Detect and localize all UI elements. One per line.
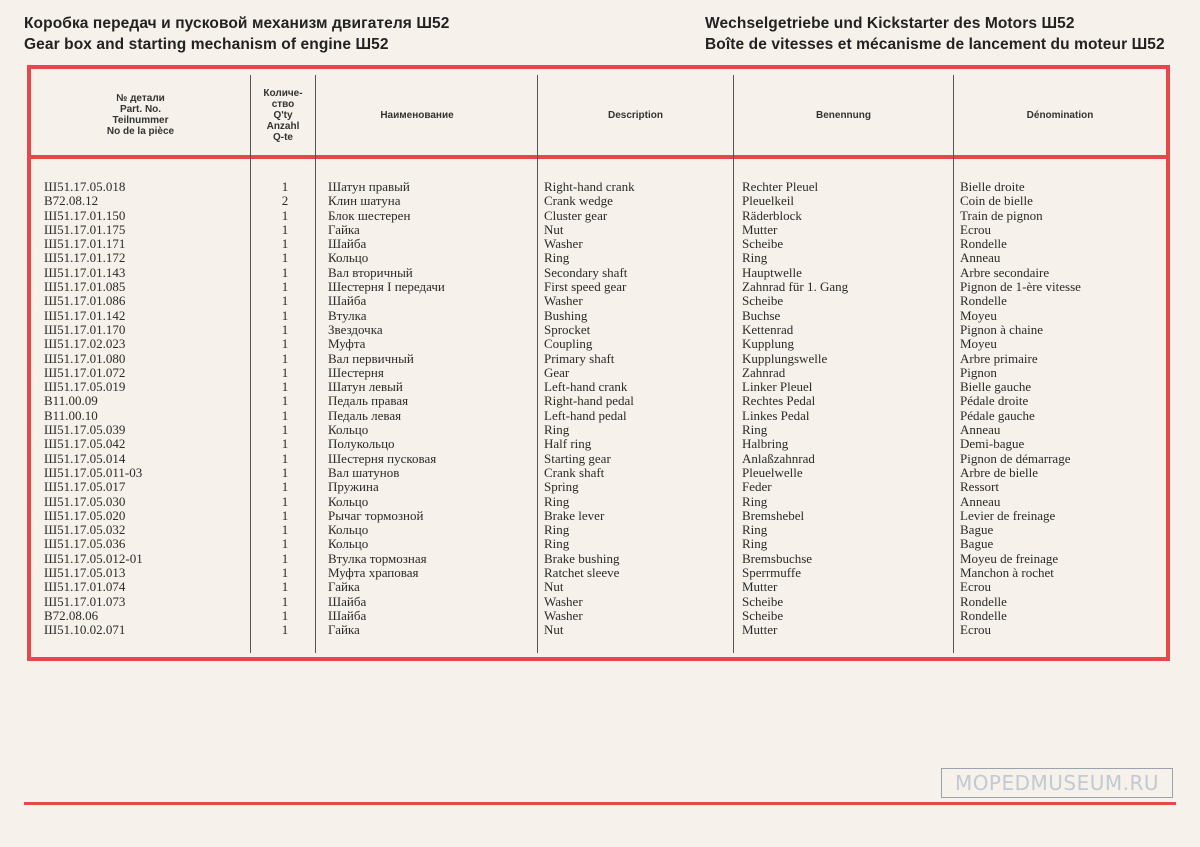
quantity: 1 bbox=[281, 379, 289, 395]
table-row bbox=[27, 423, 1170, 437]
name-ru: Кольцо bbox=[328, 493, 369, 509]
table-row bbox=[27, 580, 1170, 594]
denomination-fr: Ecrou bbox=[960, 579, 992, 595]
quantity: 1 bbox=[281, 293, 289, 309]
column-header-fr bbox=[954, 75, 1166, 155]
name-ru: Вал шатунов bbox=[328, 464, 400, 480]
quantity: 1 bbox=[281, 336, 289, 352]
description-en: Ring bbox=[544, 522, 570, 538]
part-number: Ш51.17.01.142 bbox=[44, 307, 126, 323]
quantity: 1 bbox=[281, 407, 289, 423]
benennung-de: Scheibe bbox=[742, 593, 784, 609]
header-line: № детали bbox=[116, 93, 165, 104]
name-ru: Пружина bbox=[328, 479, 379, 495]
benennung-de: Pleuelwelle bbox=[742, 464, 803, 480]
denomination-fr: Pignon à chaine bbox=[960, 321, 1044, 337]
name-ru: Вал первичный bbox=[328, 350, 414, 366]
table-row bbox=[27, 523, 1170, 537]
benennung-de: Ring bbox=[742, 536, 768, 552]
table-row bbox=[27, 323, 1170, 337]
description-en: Gear bbox=[544, 364, 570, 380]
quantity: 1 bbox=[281, 622, 289, 638]
description-en: Right-hand crank bbox=[544, 179, 635, 194]
part-number: Ш51.17.05.012-01 bbox=[44, 550, 143, 566]
part-number: Ш51.17.05.014 bbox=[44, 450, 126, 466]
description-en: Ring bbox=[544, 536, 570, 552]
description-en: Washer bbox=[544, 293, 583, 309]
column-header-qty bbox=[251, 75, 315, 155]
denomination-fr: Arbre primaire bbox=[960, 350, 1038, 366]
benennung-de: Bremsbuchse bbox=[742, 550, 813, 566]
quantity: 1 bbox=[281, 507, 289, 523]
name-ru: Вал вторичный bbox=[328, 264, 413, 280]
description-en: Washer bbox=[544, 236, 583, 252]
benennung-de: Scheibe bbox=[742, 607, 784, 623]
quantity: 1 bbox=[281, 264, 289, 280]
description-en: Bushing bbox=[544, 307, 588, 323]
name-ru: Клин шатуна bbox=[328, 193, 401, 209]
title-de: Wechselgetriebe und Kickstarter des Motors Ш52 bbox=[705, 15, 1075, 32]
table-row bbox=[27, 409, 1170, 423]
quantity: 1 bbox=[281, 221, 289, 237]
part-number: Ш51.17.05.042 bbox=[44, 436, 126, 452]
header-line: Teilnummer bbox=[112, 115, 169, 126]
benennung-de: Rechtes Pedal bbox=[742, 393, 816, 409]
name-ru: Шайба bbox=[328, 593, 367, 609]
part-number: Ш51.17.01.074 bbox=[44, 579, 126, 595]
name-ru: Шатун правый bbox=[328, 179, 410, 194]
quantity: 1 bbox=[281, 436, 289, 452]
name-ru: Педаль левая bbox=[328, 407, 402, 423]
description-en: Brake bushing bbox=[544, 550, 620, 566]
column-header-de bbox=[734, 75, 953, 155]
header-right bbox=[705, 13, 1165, 55]
table-row bbox=[27, 537, 1170, 551]
benennung-de: Scheibe bbox=[742, 236, 784, 252]
description-en: Starting gear bbox=[544, 450, 611, 466]
description-en: Ratchet sleeve bbox=[544, 565, 620, 581]
description-en: Right-hand pedal bbox=[544, 393, 634, 409]
title-ru: Коробка передач и пусковой механизм двигателя Ш52 bbox=[24, 15, 450, 32]
denomination-fr: Anneau bbox=[960, 493, 1001, 509]
name-ru: Шестерня bbox=[328, 364, 384, 380]
benennung-de: Kettenrad bbox=[742, 321, 794, 337]
name-ru: Кольцо bbox=[328, 522, 369, 538]
header-line: Anzahl bbox=[266, 120, 300, 132]
denomination-fr: Bague bbox=[960, 522, 994, 538]
quantity: 1 bbox=[281, 179, 289, 194]
header-label-ru: Наименование bbox=[380, 109, 454, 121]
name-ru: Шатун левый bbox=[328, 379, 403, 395]
table-row bbox=[27, 394, 1170, 408]
benennung-de: Linker Pleuel bbox=[742, 379, 813, 395]
benennung-de: Anlaßzahnrad bbox=[742, 450, 815, 466]
quantity: 1 bbox=[281, 279, 289, 295]
name-ru: Гайка bbox=[328, 579, 360, 595]
denomination-fr: Bielle gauche bbox=[960, 379, 1032, 395]
quantity: 1 bbox=[281, 250, 289, 266]
name-ru: Блок шестерен bbox=[328, 207, 411, 223]
denomination-fr: Coin de bielle bbox=[960, 193, 1033, 209]
part-number: В11.00.09 bbox=[44, 393, 98, 409]
table-row bbox=[27, 352, 1170, 366]
benennung-de: Pleuelkeil bbox=[742, 193, 794, 209]
quantity: 1 bbox=[281, 607, 289, 623]
benennung-de: Halbring bbox=[742, 436, 789, 452]
part-number: Ш51.17.05.013 bbox=[44, 565, 126, 581]
part-number: Ш51.17.05.017 bbox=[44, 479, 126, 495]
quantity: 1 bbox=[281, 479, 289, 495]
table-row bbox=[27, 466, 1170, 480]
header-label-de: Benennung bbox=[816, 109, 871, 121]
quantity: 1 bbox=[281, 593, 289, 609]
table-row bbox=[27, 266, 1170, 280]
header-left bbox=[24, 13, 449, 55]
benennung-de: Kupplungswelle bbox=[742, 350, 828, 366]
quantity: 1 bbox=[281, 536, 289, 552]
parts-table-body bbox=[27, 180, 1170, 638]
name-ru: Втулка bbox=[328, 307, 367, 323]
denomination-fr: Ecrou bbox=[960, 221, 992, 237]
benennung-de: Mutter bbox=[742, 622, 778, 638]
part-number: Ш51.17.01.085 bbox=[44, 279, 126, 295]
description-en: Nut bbox=[544, 622, 564, 638]
quantity: 1 bbox=[281, 236, 289, 252]
name-ru: Муфта храповая bbox=[328, 565, 419, 581]
table-row bbox=[27, 237, 1170, 251]
table-row bbox=[27, 194, 1170, 208]
name-ru: Гайка bbox=[328, 221, 360, 237]
denomination-fr: Manchon à rochet bbox=[960, 565, 1054, 581]
table-row bbox=[27, 595, 1170, 609]
part-number: В11.00.10 bbox=[44, 407, 98, 423]
denomination-fr: Moyeu bbox=[960, 307, 997, 323]
denomination-fr: Anneau bbox=[960, 422, 1001, 438]
denomination-fr: Pédale gauche bbox=[960, 407, 1035, 423]
part-number: Ш51.17.01.080 bbox=[44, 350, 126, 366]
benennung-de: Mutter bbox=[742, 579, 778, 595]
quantity: 1 bbox=[281, 321, 289, 337]
part-number: Ш51.17.05.020 bbox=[44, 507, 126, 523]
name-ru: Кольцо bbox=[328, 422, 369, 438]
part-number: Ш51.17.05.018 bbox=[44, 179, 126, 194]
description-en: Ring bbox=[544, 493, 570, 509]
description-en: Crank wedge bbox=[544, 193, 613, 209]
description-en: Sprocket bbox=[544, 321, 591, 337]
part-number: Ш51.17.01.150 bbox=[44, 207, 126, 223]
table-row bbox=[27, 437, 1170, 451]
benennung-de: Buchse bbox=[742, 307, 781, 323]
benennung-de: Rechter Pleuel bbox=[742, 179, 819, 194]
denomination-fr: Rondelle bbox=[960, 607, 1007, 623]
description-en: Spring bbox=[544, 479, 579, 495]
table-row bbox=[27, 294, 1170, 308]
benennung-de: Ring bbox=[742, 250, 768, 266]
part-number: В72.08.12 bbox=[44, 193, 99, 209]
bottom-rule bbox=[24, 802, 1176, 805]
name-ru: Шестерня пусковая bbox=[328, 450, 437, 466]
part-number: Ш51.17.01.072 bbox=[44, 364, 126, 380]
description-en: Half ring bbox=[544, 436, 592, 452]
description-en: Washer bbox=[544, 593, 583, 609]
part-number: Ш51.17.05.039 bbox=[44, 422, 126, 438]
denomination-fr: Bielle droite bbox=[960, 179, 1025, 194]
watermark: MOPEDMUSEUM.RU bbox=[941, 768, 1173, 798]
title-fr: Boîte de vitesses et mécanisme de lancement du moteur Ш52 bbox=[705, 36, 1165, 53]
header-line: Количе- bbox=[263, 87, 303, 99]
name-ru: Втулка тормозная bbox=[328, 550, 427, 566]
description-en: Crank shaft bbox=[544, 464, 605, 480]
table-row bbox=[27, 223, 1170, 237]
denomination-fr: Rondelle bbox=[960, 593, 1007, 609]
denomination-fr: Moyeu de freinage bbox=[960, 550, 1059, 566]
part-number: Ш51.17.01.170 bbox=[44, 321, 126, 337]
column-header-part-no bbox=[31, 75, 250, 155]
description-en: Coupling bbox=[544, 336, 593, 352]
table-row bbox=[27, 180, 1170, 194]
benennung-de: Mutter bbox=[742, 221, 778, 237]
denomination-fr: Pignon bbox=[960, 364, 997, 380]
benennung-de: Zahnrad für 1. Gang bbox=[742, 279, 849, 295]
description-en: Ring bbox=[544, 250, 570, 266]
name-ru: Звездочка bbox=[328, 321, 383, 337]
title-en: Gear box and starting mechanism of engine Ш52 bbox=[24, 36, 389, 53]
benennung-de: Feder bbox=[742, 479, 772, 495]
name-ru: Кольцо bbox=[328, 536, 369, 552]
part-number: Ш51.17.02.023 bbox=[44, 336, 126, 352]
benennung-de: Scheibe bbox=[742, 293, 784, 309]
name-ru: Муфта bbox=[328, 336, 366, 352]
benennung-de: Linkes Pedal bbox=[742, 407, 810, 423]
header-line: ство bbox=[271, 98, 295, 110]
quantity: 1 bbox=[281, 565, 289, 581]
quantity: 1 bbox=[281, 550, 289, 566]
quantity: 1 bbox=[281, 207, 289, 223]
header-label-fr: Dénomination bbox=[1026, 109, 1094, 121]
part-number: Ш51.17.05.019 bbox=[44, 379, 126, 395]
quantity: 1 bbox=[281, 307, 289, 323]
table-row bbox=[27, 552, 1170, 566]
description-en: First speed gear bbox=[544, 279, 627, 295]
table-row bbox=[27, 495, 1170, 509]
table-row bbox=[27, 337, 1170, 351]
table-row bbox=[27, 480, 1170, 494]
benennung-de: Kupplung bbox=[742, 336, 794, 352]
description-en: Nut bbox=[544, 221, 564, 237]
header-line: Q'ty bbox=[273, 109, 293, 121]
denomination-fr: Anneau bbox=[960, 250, 1001, 266]
quantity: 1 bbox=[281, 522, 289, 538]
table-row bbox=[27, 309, 1170, 323]
denomination-fr: Pédale droite bbox=[960, 393, 1029, 409]
description-en: Primary shaft bbox=[544, 350, 615, 366]
description-en: Brake lever bbox=[544, 507, 605, 523]
part-number: Ш51.17.01.086 bbox=[44, 293, 126, 309]
quantity: 1 bbox=[281, 450, 289, 466]
part-number: Ш51.17.01.073 bbox=[44, 593, 126, 609]
column-header-en bbox=[538, 75, 733, 155]
header-line: Part. No. bbox=[119, 104, 162, 115]
part-number: Ш51.17.01.143 bbox=[44, 264, 126, 280]
quantity: 1 bbox=[281, 493, 289, 509]
denomination-fr: Ecrou bbox=[960, 622, 992, 638]
table-row bbox=[27, 366, 1170, 380]
table-row bbox=[27, 566, 1170, 580]
table-row bbox=[27, 509, 1170, 523]
benennung-de: Ring bbox=[742, 522, 768, 538]
column-header-ru bbox=[316, 75, 518, 155]
table-row bbox=[27, 623, 1170, 637]
quantity: 1 bbox=[281, 579, 289, 595]
part-number: Ш51.17.01.171 bbox=[44, 236, 126, 252]
part-number: Ш51.10.02.071 bbox=[44, 622, 126, 638]
denomination-fr: Rondelle bbox=[960, 293, 1007, 309]
denomination-fr: Demi-bague bbox=[960, 436, 1025, 452]
part-number: Ш51.17.01.175 bbox=[44, 221, 126, 237]
denomination-fr: Moyeu bbox=[960, 336, 997, 352]
denomination-fr: Pignon de démarrage bbox=[960, 450, 1071, 466]
quantity: 1 bbox=[281, 464, 289, 480]
name-ru: Кольцо bbox=[328, 250, 369, 266]
denomination-fr: Arbre secondaire bbox=[960, 264, 1050, 280]
denomination-fr: Train de pignon bbox=[960, 207, 1043, 223]
part-number: Ш51.17.05.036 bbox=[44, 536, 126, 552]
part-number: Ш51.17.05.011-03 bbox=[44, 464, 143, 480]
description-en: Secondary shaft bbox=[544, 264, 628, 280]
denomination-fr: Ressort bbox=[960, 479, 999, 495]
quantity: 1 bbox=[281, 364, 289, 380]
table-row bbox=[27, 280, 1170, 294]
table-row bbox=[27, 209, 1170, 223]
benennung-de: Sperrmuffe bbox=[742, 565, 801, 581]
name-ru: Рычаг тормозной bbox=[328, 507, 424, 523]
table-row bbox=[27, 609, 1170, 623]
benennung-de: Bremshebel bbox=[742, 507, 805, 523]
benennung-de: Hauptwelle bbox=[742, 264, 802, 280]
header-line: No de la pièce bbox=[106, 126, 175, 137]
quantity: 1 bbox=[281, 393, 289, 409]
name-ru: Педаль правая bbox=[328, 393, 409, 409]
name-ru: Шестерня I передачи bbox=[328, 279, 445, 295]
table-row bbox=[27, 251, 1170, 265]
description-en: Ring bbox=[544, 422, 570, 438]
denomination-fr: Arbre de bielle bbox=[960, 464, 1038, 480]
denomination-fr: Rondelle bbox=[960, 236, 1007, 252]
part-number: В72.08.06 bbox=[44, 607, 99, 623]
table-row bbox=[27, 380, 1170, 394]
benennung-de: Ring bbox=[742, 493, 768, 509]
quantity: 1 bbox=[281, 422, 289, 438]
denomination-fr: Bague bbox=[960, 536, 994, 552]
name-ru: Гайка bbox=[328, 622, 360, 638]
description-en: Left-hand crank bbox=[544, 379, 628, 395]
quantity: 2 bbox=[281, 193, 289, 209]
part-number: Ш51.17.01.172 bbox=[44, 250, 126, 266]
benennung-de: Zahnrad bbox=[742, 364, 786, 380]
name-ru: Шайба bbox=[328, 236, 367, 252]
denomination-fr: Levier de freinage bbox=[960, 507, 1056, 523]
description-en: Left-hand pedal bbox=[544, 407, 627, 423]
header-label-en: Description bbox=[607, 109, 663, 121]
benennung-de: Ring bbox=[742, 422, 768, 438]
part-number: Ш51.17.05.032 bbox=[44, 522, 126, 538]
header-separator bbox=[27, 155, 1170, 159]
header-line: Q-te bbox=[272, 131, 293, 143]
description-en: Nut bbox=[544, 579, 564, 595]
table-row bbox=[27, 452, 1170, 466]
benennung-de: Räderblock bbox=[742, 207, 802, 223]
description-en: Cluster gear bbox=[544, 207, 608, 223]
denomination-fr: Pignon de 1-ère vitesse bbox=[960, 279, 1081, 295]
name-ru: Полукольцо bbox=[328, 436, 395, 452]
name-ru: Шайба bbox=[328, 293, 367, 309]
description-en: Washer bbox=[544, 607, 583, 623]
quantity: 1 bbox=[281, 350, 289, 366]
part-number: Ш51.17.05.030 bbox=[44, 493, 126, 509]
name-ru: Шайба bbox=[328, 607, 367, 623]
